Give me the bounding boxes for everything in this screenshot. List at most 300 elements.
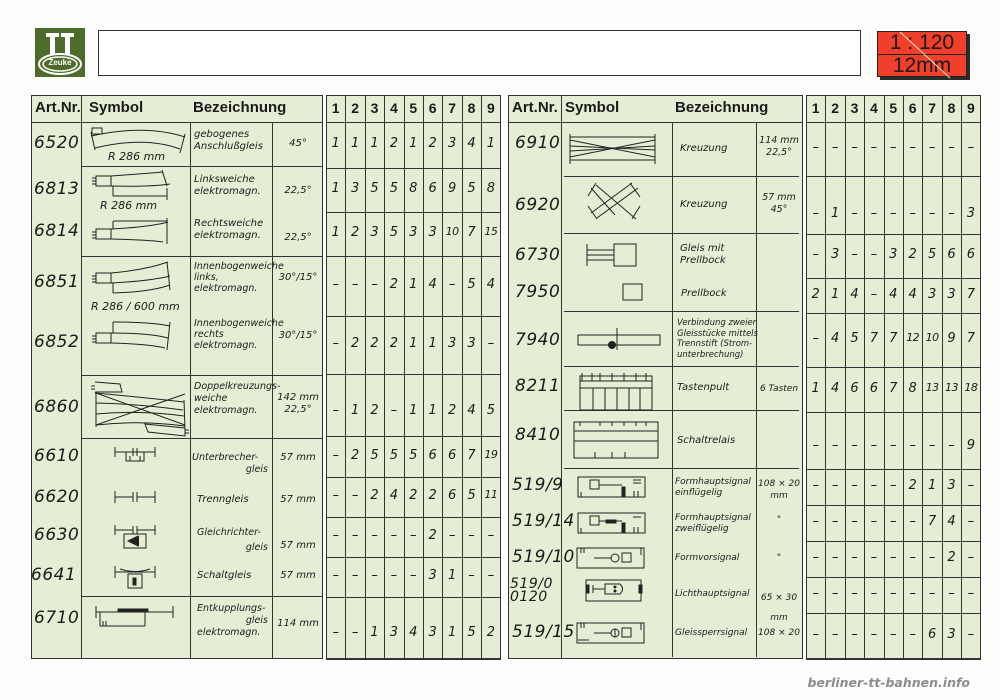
quantity-cell: –	[909, 206, 916, 221]
dim-519-15: 108 × 20	[758, 628, 800, 638]
art-519-10: 519/10	[512, 547, 575, 567]
quantity-cell: –	[948, 140, 955, 155]
art-6730: 6730	[515, 245, 561, 265]
column-header-3: 3	[850, 100, 859, 116]
quantity-cell: –	[390, 568, 398, 583]
quantity-cell: 5	[467, 488, 476, 503]
quantity-cell: 2	[370, 488, 379, 503]
dim-6620: 57 mm	[280, 494, 316, 505]
quantity-cell: –	[890, 437, 897, 453]
quantity-cell: –	[890, 478, 897, 493]
quantity-cell: 4	[889, 286, 898, 302]
distant-signal-icon	[577, 548, 644, 568]
quantity-cell: –	[967, 514, 975, 529]
quantity-cell: 3	[947, 478, 956, 493]
quantity-cell: 2	[389, 336, 399, 351]
desc-6852: Innenbogenweiche rechts elektromagn.	[194, 318, 284, 351]
desc-6730: Gleis mit Prellbock	[680, 243, 726, 266]
isolating-pin-icon	[578, 328, 660, 350]
quantity-cell: 3	[370, 225, 379, 240]
quantity-cell: 6	[428, 181, 437, 196]
quantity-cell: –	[371, 568, 378, 583]
quantity-cell: 4	[486, 277, 496, 292]
header-bezeichnung: Bezeichnung	[193, 99, 287, 116]
quantity-cell: –	[870, 140, 878, 155]
quantity-cell: –	[812, 331, 819, 346]
quantity-cell: –	[812, 437, 819, 453]
quantity-cell: 3	[830, 247, 840, 262]
art-8410: 8410	[515, 425, 561, 445]
quantity-cell: 3	[428, 568, 437, 583]
quantity-cell: 2	[428, 488, 437, 503]
desc-7950: Prellbock	[681, 288, 727, 299]
quantity-cell: 3	[966, 206, 976, 221]
column-header-3: 3	[370, 100, 379, 116]
quantity-cell: 1	[447, 625, 457, 640]
column-header-5: 5	[889, 100, 898, 116]
quantity-cell: –	[831, 627, 839, 642]
quantity-cell: –	[351, 277, 359, 292]
column-header-8: 8	[467, 100, 476, 116]
quantity-cell: 7	[869, 331, 879, 346]
quantity-cell: –	[870, 478, 878, 493]
dim-6520: 45°	[289, 138, 307, 149]
quantity-cell: –	[812, 514, 819, 529]
dim-519-10: "	[776, 553, 782, 563]
desc-6710: Entkupplungs- gleis elektromagn.	[197, 603, 268, 638]
quantity-cell: 8	[409, 181, 418, 196]
logo-text: Zeuke	[48, 58, 72, 67]
quantity-cell: 7	[467, 225, 476, 240]
quantity-cell: –	[831, 514, 839, 529]
quantity-cell: 1	[331, 181, 340, 196]
quantity-cell: 2	[389, 136, 399, 151]
quantity-cell: –	[890, 514, 897, 529]
switching-relay-icon	[574, 422, 658, 458]
desc-519-10: Formvorsignal	[675, 553, 740, 563]
quantity-cell: –	[831, 550, 839, 565]
dim-6710: 114 mm	[277, 618, 319, 629]
column-header-1: 1	[811, 100, 820, 116]
quantity-cell: 1	[370, 625, 379, 640]
quantity-cell: –	[870, 437, 878, 453]
quantity-cell: 3	[447, 336, 457, 351]
quantity-cell: 1	[409, 136, 418, 151]
quantity-cell: –	[371, 277, 378, 292]
quantity-cell: 3	[889, 247, 898, 262]
quantity-cell: 2	[350, 447, 360, 463]
quantity-cell: 9	[947, 331, 956, 346]
quantity-cell: –	[870, 586, 878, 601]
quantity-cell: 1	[409, 277, 418, 292]
desc-6920: Kreuzung	[680, 199, 728, 210]
quantity-cell: –	[812, 550, 819, 565]
quantity-cell: –	[909, 586, 916, 601]
dim-519-9: 108 × 20 mm	[758, 479, 800, 501]
quantity-cell: –	[351, 528, 359, 543]
quantity-cell: –	[332, 488, 339, 503]
quantity-cell: 6	[428, 447, 437, 463]
quantity-cell: 3	[927, 286, 937, 302]
track-with-buffer-icon	[587, 244, 636, 266]
art-6852: 6852	[34, 332, 80, 352]
column-header-6: 6	[908, 100, 917, 116]
art-6610: 6610	[34, 446, 80, 466]
quantity-cell: –	[371, 528, 378, 543]
quantity-cell: 13	[925, 380, 939, 394]
art-519-14: 519/14	[512, 511, 575, 531]
dim-6641: 57 mm	[280, 570, 316, 581]
quantity-cell: 5	[389, 225, 399, 240]
art-6641: 6641	[31, 565, 77, 585]
quantity-cell: –	[351, 625, 359, 640]
quantity-cell: –	[909, 550, 916, 565]
quantity-cell: 3	[947, 627, 956, 642]
quantity-cell: 3	[447, 136, 457, 151]
light-signal-icon	[586, 580, 642, 601]
quantity-cell: 2	[389, 277, 399, 292]
column-header-7: 7	[928, 100, 936, 116]
dim-519-00120: 65 × 30 mm	[760, 593, 798, 623]
dim-6851: 30°/15°	[278, 272, 318, 283]
quantity-cell: 5	[409, 447, 418, 463]
quantity-cell: –	[812, 140, 819, 155]
column-header-8: 8	[947, 100, 956, 116]
column-header-7: 7	[448, 100, 456, 116]
quantity-cell: 2	[428, 136, 437, 151]
quantity-cell: 7	[467, 447, 476, 463]
quantity-cell: –	[332, 568, 339, 583]
semaphore-signal-two-arm-icon	[578, 513, 645, 533]
quantity-cell: 8	[908, 380, 917, 396]
quantity-cell: 4	[908, 286, 917, 302]
dim-6860: 142 mm 22,5°	[277, 392, 319, 415]
crossing-57-icon	[588, 183, 640, 219]
quantity-cell: 8	[486, 181, 496, 196]
quantity-cell: –	[851, 140, 858, 155]
quantity-cell: –	[332, 625, 339, 640]
quantity-cell: –	[487, 528, 495, 543]
quantity-cell: –	[468, 528, 475, 543]
quantity-cell: –	[332, 403, 339, 418]
quantity-cell: –	[851, 247, 858, 262]
quantity-cell: 6	[447, 447, 457, 463]
art-519-15: 519/15	[512, 622, 575, 642]
quantity-cell: 4	[467, 403, 476, 418]
art-519-9: 519/9	[512, 475, 564, 495]
quantity-cell: 5	[467, 277, 476, 292]
quantity-cell: –	[332, 336, 339, 351]
quantity-cell: 3	[467, 336, 476, 351]
art-6520: 6520	[34, 133, 80, 153]
desc-519-00120: Lichthauptsignal	[675, 589, 750, 599]
right-quantity-grid	[806, 95, 981, 659]
crossing-114-icon	[570, 134, 655, 164]
dim-519-14: "	[776, 515, 782, 525]
quantity-cell: 3	[428, 625, 437, 640]
quantity-cell: –	[332, 528, 339, 543]
quantity-cell: 5	[389, 181, 399, 196]
quantity-cell: –	[909, 140, 916, 155]
desc-6851: Innenbogenweiche links, elektromagn.	[194, 261, 284, 294]
quantity-cell: 1	[447, 568, 457, 583]
art-6710: 6710	[34, 608, 80, 628]
quantity-cell: –	[410, 568, 417, 583]
quantity-cell: –	[390, 528, 398, 543]
quantity-cell: 5	[389, 447, 399, 463]
quantity-cell: 15	[484, 225, 498, 238]
quantity-cell: –	[890, 627, 897, 642]
desc-6860: Doppelkreuzungs- weiche elektromagn.	[194, 381, 281, 416]
header-bezeichnung: Bezeichnung	[675, 99, 769, 116]
column-header-5: 5	[409, 100, 418, 116]
desc-8211: Tastenpult	[677, 382, 730, 393]
quantity-cell: –	[351, 568, 359, 583]
quantity-cell: –	[390, 403, 398, 418]
quantity-cell: 2	[350, 225, 360, 240]
quantity-cell: 4	[830, 331, 840, 346]
art-8211: 8211	[515, 376, 561, 396]
quantity-cell: –	[870, 514, 878, 529]
quantity-cell: –	[332, 447, 339, 463]
quantity-cell: 7	[966, 331, 976, 346]
desc-6641: Schaltgleis	[197, 570, 252, 581]
quantity-cell: 2	[409, 488, 418, 503]
quantity-cell: –	[890, 140, 897, 155]
quantity-cell: 2	[947, 550, 956, 565]
quantity-cell: –	[448, 277, 456, 292]
quantity-cell: 10	[925, 331, 939, 344]
quantity-cell: 2	[370, 403, 379, 418]
quantity-cell: –	[870, 550, 878, 565]
art-6910: 6910	[515, 133, 561, 153]
quantity-cell: –	[890, 550, 897, 565]
quantity-cell: 1	[350, 136, 360, 151]
dim-6852: 30°/15°	[278, 330, 318, 341]
gauge-width: 12mm	[892, 54, 952, 77]
quantity-cell: –	[831, 586, 839, 601]
art-6630: 6630	[34, 525, 80, 545]
quantity-cell: –	[948, 206, 955, 221]
quantity-cell: 5	[370, 181, 379, 196]
dim-8211: 6 Tasten	[759, 384, 799, 394]
column-header-1: 1	[331, 100, 340, 116]
column-header-4: 4	[389, 100, 398, 116]
desc-6630: Gleichrichter- gleis	[197, 527, 268, 553]
quantity-cell: –	[948, 586, 955, 601]
quantity-cell: 3	[350, 181, 360, 196]
quantity-cell: –	[928, 140, 936, 155]
quantity-cell: 6	[927, 627, 937, 642]
quantity-cell: 3	[947, 286, 956, 302]
header-art-nr: Art.Nr.	[512, 99, 558, 116]
quantity-cell: –	[831, 437, 839, 453]
quantity-cell: 6	[966, 247, 976, 262]
quantity-cell: 18	[964, 380, 978, 394]
quantity-cell: 2	[908, 247, 917, 262]
quantity-cell: 6	[947, 247, 956, 262]
quantity-cell: 1	[428, 336, 437, 351]
quantity-cell: –	[928, 586, 936, 601]
header-art-nr: Art.Nr.	[35, 99, 81, 116]
column-header-2: 2	[831, 100, 839, 116]
art-6851: 6851	[34, 272, 80, 292]
desc-6814: Rechtsweiche elektromagn.	[194, 218, 264, 241]
art-7950: 7950	[515, 282, 561, 302]
quantity-cell: 5	[467, 181, 476, 196]
dim-6920: 57 mm 45°	[762, 192, 796, 215]
quantity-cell: –	[967, 140, 975, 155]
quantity-cell: 11	[484, 488, 498, 501]
dim-6813: 22,5°	[284, 185, 312, 196]
quantity-cell: –	[928, 550, 936, 565]
quantity-cell: 1	[486, 136, 496, 151]
quantity-cell: 5	[467, 625, 476, 640]
radius-label: R 286 / 600 mm	[91, 300, 180, 313]
quantity-cell: –	[487, 336, 495, 351]
quantity-cell: –	[870, 286, 878, 302]
quantity-cell: –	[851, 478, 858, 493]
radius-label: R 286 mm	[108, 150, 166, 163]
quantity-cell: 1	[830, 206, 840, 221]
quantity-cell: 1	[428, 403, 437, 418]
art-6813: 6813	[34, 179, 80, 199]
quantity-cell: –	[812, 586, 819, 601]
quantity-cell: 2	[447, 403, 457, 418]
dim-6630: 57 mm	[280, 540, 316, 551]
quantity-cell: –	[831, 140, 839, 155]
art-6814: 6814	[34, 221, 80, 241]
quantity-cell: 3	[389, 625, 399, 640]
quantity-cell: 1	[370, 136, 379, 151]
quantity-cell: –	[851, 586, 858, 601]
quantity-cell: 7	[889, 331, 898, 346]
quantity-cell: –	[890, 206, 897, 221]
quantity-cell: 4	[389, 488, 399, 503]
quantity-cell: 4	[467, 136, 476, 151]
quantity-cell: –	[448, 528, 456, 543]
quantity-cell: –	[332, 277, 339, 292]
quantity-cell: 2	[428, 528, 437, 543]
quantity-cell: –	[967, 627, 975, 642]
quantity-cell: 2	[370, 336, 379, 351]
quantity-cell: 4	[428, 277, 437, 292]
quantity-cell: 12	[906, 331, 920, 344]
quantity-cell: 7	[927, 514, 937, 529]
quantity-cell: 19	[484, 447, 498, 461]
watermark: berliner-tt-bahnen.info	[807, 675, 970, 690]
quantity-cell: –	[967, 550, 975, 565]
quantity-cell: 13	[944, 380, 958, 394]
quantity-cell: 1	[350, 403, 360, 418]
dim-6610: 57 mm	[280, 452, 316, 463]
quantity-cell: –	[870, 206, 878, 221]
quantity-cell: –	[351, 488, 359, 503]
push-button-panel-icon	[580, 373, 652, 410]
quantity-cell: 1	[331, 225, 340, 240]
column-header-9: 9	[966, 100, 975, 116]
quantity-cell: 4	[850, 286, 859, 302]
buffer-stop-icon	[623, 284, 642, 300]
quantity-cell: 1	[409, 336, 418, 351]
quantity-cell: –	[928, 437, 936, 453]
art-7940: 7940	[515, 330, 561, 350]
quantity-cell: –	[812, 478, 819, 493]
quantity-cell: –	[831, 478, 839, 493]
quantity-cell: 10	[445, 225, 459, 238]
art-6920: 6920	[515, 195, 561, 215]
quantity-cell: 7	[889, 380, 898, 396]
quantity-cell: –	[967, 586, 975, 601]
quantity-cell: 2	[908, 478, 917, 493]
quantity-cell: –	[909, 437, 916, 453]
quantity-cell: –	[890, 586, 897, 601]
column-header-9: 9	[486, 100, 495, 116]
quantity-cell: –	[909, 514, 916, 529]
column-header-2: 2	[351, 100, 359, 116]
quantity-cell: –	[851, 550, 858, 565]
quantity-cell: –	[948, 437, 955, 453]
quantity-cell: 3	[428, 225, 437, 240]
dim-6910: 114 mm 22,5°	[759, 135, 799, 158]
quantity-cell: –	[487, 568, 495, 583]
quantity-cell: 1	[811, 380, 820, 396]
column-header-6: 6	[428, 100, 437, 116]
quantity-cell: 1	[409, 403, 418, 418]
header-symbol: Symbol	[565, 99, 620, 116]
quantity-cell: –	[928, 206, 936, 221]
quantity-cell: 6	[869, 380, 879, 396]
art-519-00120: 519/00120	[510, 576, 553, 605]
quantity-cell: 2	[486, 625, 496, 640]
quantity-cell: 2	[811, 286, 820, 302]
desc-519-9: Formhauptsignal einflügelig	[675, 477, 751, 498]
quantity-cell: –	[909, 627, 916, 642]
quantity-cell: 3	[409, 225, 418, 240]
desc-8410: Schaltrelais	[677, 435, 736, 446]
desc-7940: Verbindung zweier Gleisstücke mittels Trennstift (Strom- unterbrechung)	[677, 318, 758, 360]
quantity-cell: –	[410, 528, 417, 543]
quantity-cell: –	[851, 206, 858, 221]
semaphore-signal-one-arm-icon	[578, 477, 645, 497]
quantity-cell: –	[851, 437, 858, 453]
quantity-cell: 5	[370, 447, 379, 463]
desc-6910: Kreuzung	[680, 143, 728, 154]
art-6860: 6860	[34, 397, 80, 417]
quantity-cell: –	[967, 478, 975, 493]
desc-6520: gebogenes Anschlußgleis	[194, 129, 263, 152]
quantity-cell: 1	[927, 478, 937, 493]
quantity-cell: 4	[830, 380, 840, 396]
header-symbol: Symbol	[89, 99, 144, 116]
quantity-cell: –	[812, 206, 819, 221]
quantity-cell: 4	[409, 625, 418, 640]
quantity-cell: –	[870, 247, 878, 262]
quantity-cell: 5	[850, 331, 859, 346]
quantity-cell: 5	[927, 247, 937, 262]
quantity-cell: –	[851, 627, 858, 642]
quantity-cell: 7	[966, 286, 976, 302]
desc-6813: Linksweiche elektromagn.	[194, 174, 261, 197]
desc-6620: Trenngleis	[197, 494, 249, 505]
desc-519-15: Gleissperrsignal	[675, 628, 748, 638]
desc-6610: Unterbrecher- gleis	[192, 452, 268, 475]
quantity-cell: 5	[486, 403, 496, 418]
quantity-cell: 1	[331, 136, 340, 151]
quantity-cell: 6	[447, 488, 457, 503]
quantity-cell: –	[812, 627, 819, 642]
desc-519-14: Formhauptsignal zweiflügelig	[675, 513, 751, 534]
